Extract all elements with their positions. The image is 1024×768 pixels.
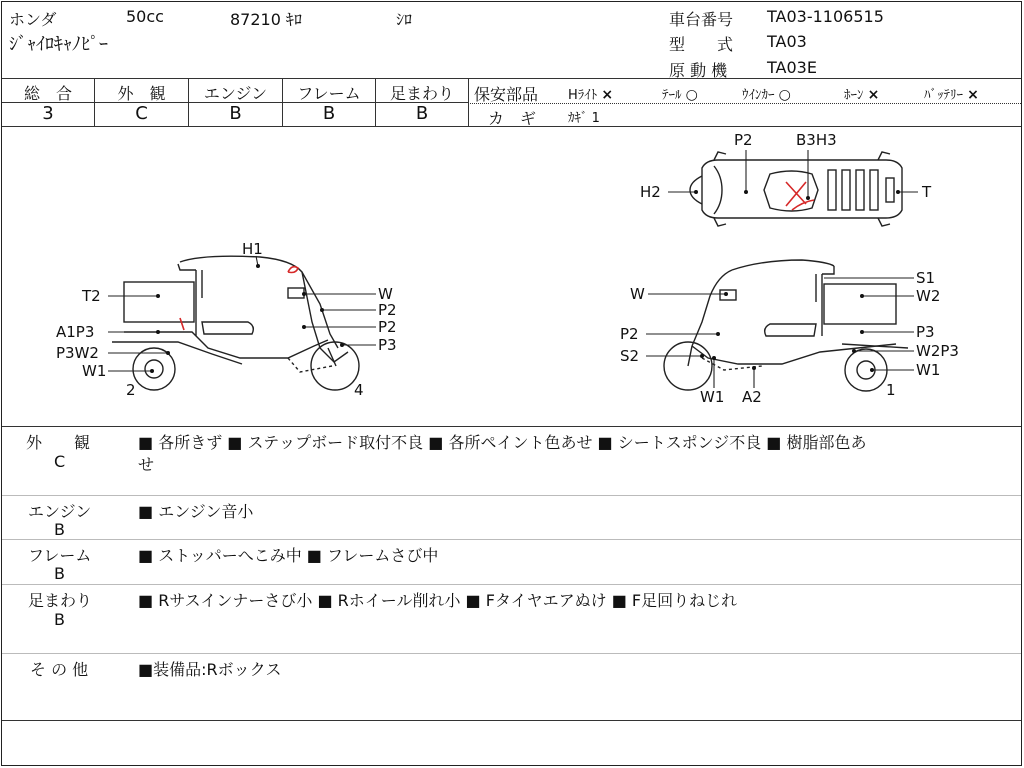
safety-item-label: Hﾗｲﾄ (568, 88, 598, 103)
label-s2: S2 (620, 347, 640, 365)
label-w: W (378, 285, 393, 303)
type-value: TA03 (767, 32, 807, 51)
label-a2: A2 (742, 388, 762, 406)
divider (2, 539, 1021, 540)
label-s1: S1 (916, 269, 936, 287)
cross-mark-icon: × (867, 87, 880, 103)
divider (2, 653, 1021, 654)
safety-item-label: ﾎｰﾝ (844, 88, 864, 103)
safety-item-battery (924, 84, 979, 103)
maker: ホンダ (9, 10, 57, 29)
grade-frame-label: フレーム (297, 84, 361, 103)
grade-engine-value: B (229, 103, 242, 124)
remark-text-cont: せ (138, 455, 155, 474)
displacement: 50cc (126, 7, 164, 26)
grade-frame-value: B (322, 103, 336, 124)
remark-category: 外 観 (26, 433, 91, 452)
safety-item-headlight (568, 84, 613, 103)
remark-grade: B (54, 564, 65, 583)
remark-text: ■ Rサスインナーさび小 ■ Rホイール削れ小 ■ Fタイヤエアぬけ ■ F足回りねじれ (138, 591, 738, 610)
safety-item-tail (662, 84, 698, 103)
label-h2: H2 (640, 183, 661, 201)
label-view-2: 2 (126, 381, 136, 399)
divider (2, 78, 1021, 79)
grade-suspension-label: 足まわり (389, 84, 454, 103)
model-name: ｼﾞｬｲﾛｷｬﾉﾋﾟｰ (9, 34, 108, 55)
label-p3: P3 (378, 336, 397, 354)
label-b3h3: B3H3 (796, 131, 837, 149)
label-view-1: 1 (886, 381, 896, 399)
top-view (690, 152, 902, 226)
remark-text: ■ エンジン音小 (138, 502, 254, 521)
safety-item-horn (844, 84, 879, 103)
remark-text: ■ 各所きず ■ ステップボード取付不良 ■ 各所ペイント色あせ ■ シートスポンジ不良 ■ 樹脂部色あ (138, 433, 867, 452)
grade-overall-label: 総 合 (23, 84, 72, 103)
damage-diagram (2, 126, 1021, 426)
remark-grade: C (54, 452, 66, 471)
label-a1p3: A1P3 (56, 323, 95, 341)
safety-item-label: ｳｲﾝｶｰ (742, 88, 775, 103)
label-p3w2: P3W2 (56, 344, 99, 362)
safety-item-label: ﾃｰﾙ (662, 88, 682, 103)
circle-mark-icon: ○ (778, 87, 791, 103)
mileage: 87210 ｷﾛ (230, 10, 302, 29)
left-side-view (112, 256, 359, 390)
divider (2, 495, 1021, 496)
divider (468, 78, 469, 126)
grade-suspension-value: B (415, 103, 429, 124)
label-p2: P2 (620, 325, 639, 343)
grade-exterior-value: C (135, 103, 148, 124)
label-t2: T2 (82, 287, 101, 305)
color: ｼﾛ (396, 10, 413, 29)
frame-no-label: 車台番号 (669, 10, 734, 29)
label-p3: P3 (916, 323, 935, 341)
cross-mark-icon: × (967, 87, 979, 103)
inspection-sheet (1, 1, 1022, 766)
cross-mark-icon: × (601, 87, 614, 103)
circle-mark-icon: ○ (685, 87, 698, 103)
divider (2, 426, 1021, 427)
engine-value: TA03E (767, 58, 817, 77)
remark-text: ■ ストッパーへこみ中 ■ フレームさび中 (138, 546, 439, 565)
key-label: カ ギ (488, 109, 537, 128)
label-view-4: 4 (354, 381, 364, 399)
grade-overall-value: 3 (42, 103, 54, 124)
remark-grade: B (54, 610, 65, 629)
label-w: W (630, 285, 645, 303)
label-h1: H1 (242, 240, 263, 258)
remark-category: そ の 他 (30, 660, 89, 679)
remark-grade: B (54, 520, 65, 539)
safety-item-label: ﾊﾞｯﾃﾘｰ (924, 88, 963, 103)
leader-lines (108, 150, 918, 388)
label-w1: W1 (916, 361, 941, 379)
key-value: ｶｷﾞ 1 (568, 111, 600, 126)
remark-text: ■装備品:Rボックス (138, 660, 282, 679)
divider (2, 720, 1021, 721)
divider (468, 103, 1021, 104)
divider (2, 584, 1021, 585)
remark-category: 足まわり (28, 591, 93, 610)
safety-parts-label: 保安部品 (474, 85, 539, 104)
label-t: T (922, 183, 932, 201)
engine-label: 原 動 機 (669, 61, 728, 80)
frame-no: TA03-1106515 (767, 7, 884, 26)
remark-category: エンジン (28, 502, 92, 521)
grade-engine-label: エンジン (203, 84, 268, 103)
label-w2: W2 (916, 287, 941, 305)
label-p2: P2 (378, 318, 397, 336)
type-label: 型 式 (669, 35, 734, 54)
label-w1: W1 (700, 388, 725, 406)
label-w1: W1 (82, 362, 107, 380)
safety-item-winker (742, 84, 791, 103)
label-p2: P2 (378, 301, 397, 319)
grade-exterior-label: 外 観 (117, 84, 166, 103)
label-p2: P2 (734, 131, 753, 149)
label-w2p3: W2P3 (916, 342, 959, 360)
remark-category: フレーム (28, 546, 92, 565)
